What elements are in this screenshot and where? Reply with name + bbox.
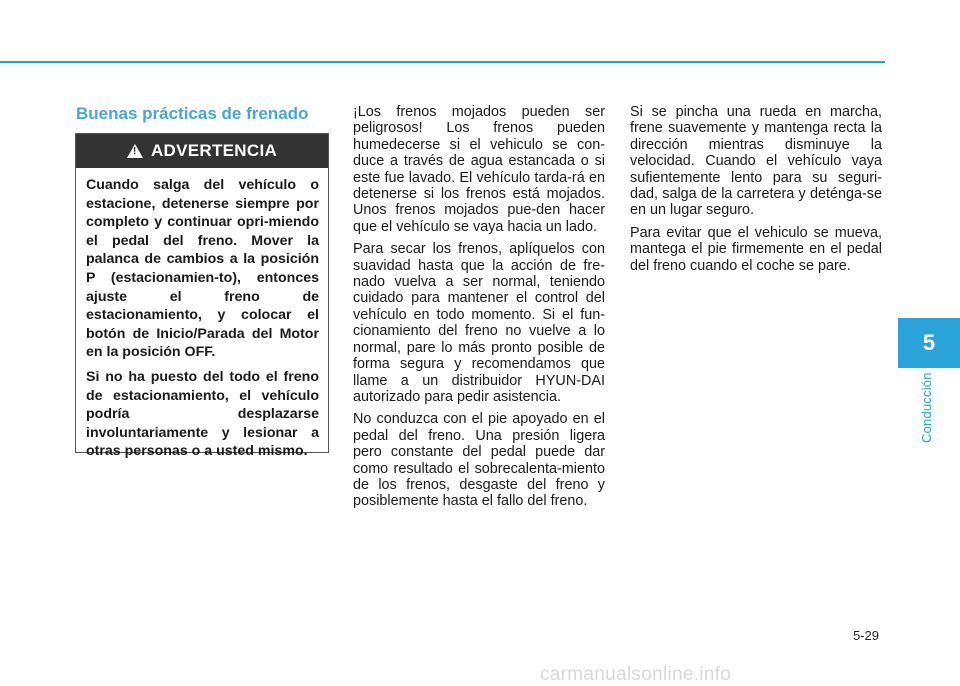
section-title: Buenas prácticas de frenado xyxy=(76,104,309,123)
warning-header xyxy=(76,134,328,168)
chapter-tab[interactable] xyxy=(898,318,960,368)
watermark: carmanualsonline.info xyxy=(540,664,732,685)
warning-body xyxy=(76,168,328,461)
body-paragraph: Si se pincha una rueda en marcha, frene suavemente y mantenga recta la dirección mientras disminuye la velocidad. Cuando el vehículo vaya sufientemente lento para su seguri-dad, salga de la carretera y deténga-se en un lugar seguro. xyxy=(630,104,882,219)
body-paragraph: No conduzca con el pie apoyado en el pedal del freno. Una presión ligera pero constante del pedal puede dar como resultado el sobrecalenta-miento de los frenos, desgaste del freno y posiblemente hasta el fallo del freno. xyxy=(353,411,605,510)
warning-title: ADVERTENCIA xyxy=(150,141,278,160)
page-number: 5-29 xyxy=(853,628,880,643)
text-column-3 xyxy=(630,104,882,280)
body-paragraph: Para evitar que el vehiculo se mueva, mantega el pie firmemente en el pedal del freno cuando el coche se pare. xyxy=(630,224,882,274)
text-column-2 xyxy=(353,104,605,516)
warning-paragraph: Cuando salga del vehículo o estacione, detenerse siempre por completo y continuar opri-miendo el pedal del freno. Mover la palanca de cambios a la posición P (estacionamien-to), entonces ajuste el freno de estacionamiento, y colocar el botón de Inicio/Parada del Motor en la posición OFF. xyxy=(86,177,319,361)
warning-paragraph: Si no ha puesto del todo el freno de estacionamiento, el vehículo podría desplazarse involuntariamente y lesionar a otras personas o a usted mismo. xyxy=(86,368,319,460)
chapter-label: Conducción xyxy=(919,372,934,443)
body-paragraph: ¡Los frenos mojados pueden ser peligrosos! Los frenos pueden humedecerse si el vehiculo se con-duce a través de agua estancada o si este fue lavado. El vehículo tarda-rá en detenerse si los frenos está mojados. Unos frenos mojados pue-den hacer que el vehículo se vaya hacia un lado. xyxy=(353,104,605,235)
warning-triangle-icon xyxy=(127,144,143,158)
body-paragraph: Para secar los frenos, aplíquelos con suavidad hasta que la acción de fre-nado vuelva a ser normal, teniendo cuidado para mantener el control del vehículo en todo momento. Si el fun-cionamiento del freno no vuelve a lo normal, pare lo más pronto posible de forma segura y recomendamos que llame a un distribuidor HYUN-DAI autorizado para pedir asistencia. xyxy=(353,241,605,405)
warning-box xyxy=(75,133,329,460)
chapter-number: 5 xyxy=(922,330,936,355)
header-rule xyxy=(0,61,885,63)
